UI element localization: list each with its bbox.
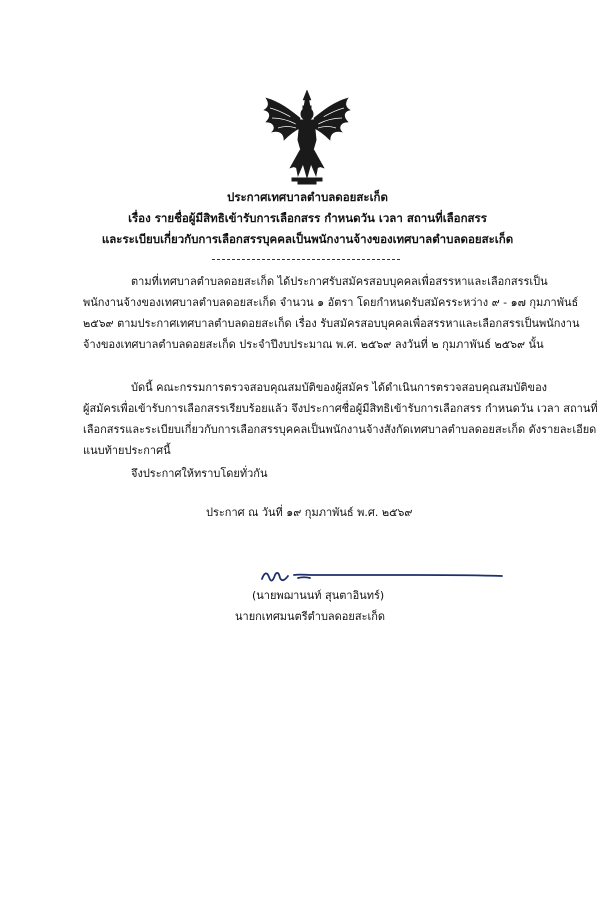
document-title: ประกาศเทศบาลตำบลดอยสะเก็ด bbox=[227, 190, 388, 204]
closing-statement: จึงประกาศให้ทราบโดยทั่วกัน bbox=[131, 467, 268, 480]
garuda-emblem-icon bbox=[262, 88, 352, 186]
paragraph-background bbox=[83, 271, 580, 355]
signer-position: นายกเทศมนตรีตำบลดอยสะเก็ด bbox=[235, 610, 386, 623]
paragraph-announcement bbox=[83, 377, 598, 461]
title-divider bbox=[212, 259, 400, 260]
paragraph-line: เลือกสรรและระเบียบเกี่ยวกับการเลือกสรรบุคคลเป็นพนักงานจ้างสังกัดเทศบาลตำบลดอยสะเก็ด ดังรายละเอียด bbox=[83, 423, 597, 436]
paragraph-line: พนักงานจ้างของเทศบาลตำบลดอยสะเก็ด จำนวน ๑ อัตรา โดยกำหนดรับสมัครระหว่าง ๙ - ๑๗ กุมภาพันธ์ bbox=[83, 296, 579, 309]
paragraph-line: ๒๕๖๙ ตามประกาศเทศบาลตำบลดอยสะเก็ด เรื่อง รับสมัครสอบบุคคลเพื่อสรรหาและเลือกสรรเป็นพนักงาน bbox=[83, 317, 580, 330]
paragraph-line: บัดนี้ คณะกรรมการตรวจสอบคุณสมบัติของผู้สมัคร ได้ดำเนินการตรวจสอบคุณสมบัติของ bbox=[131, 381, 548, 394]
announcement-date: ประกาศ ณ วันที่ ๑๙ กุมภาพันธ์ พ.ศ. ๒๕๖๙ bbox=[206, 506, 413, 519]
paragraph-line: แนบท้ายประกาศนี้ bbox=[83, 444, 171, 457]
paragraph-line: ตามที่เทศบาลตำบลดอยสะเก็ด ได้ประกาศรับสมัครสอบบุคคลเพื่อสรรหาและเลือกสรรเป็น bbox=[131, 275, 548, 288]
paragraph-line: ผู้สมัครเพื่อเข้ารับการเลือกสรรเรียบร้อยแล้ว จึงประกาศชื่อผู้มีสิทธิเข้ารับการเลือกสรร กำหนดวัน เวลา สถานที่ bbox=[83, 402, 598, 415]
document-subject-continued: และระเบียบเกี่ยวกับการเลือกสรรบุคคลเป็นพนักงานจ้างของเทศบาลตำบลดอยสะเก็ด bbox=[101, 232, 514, 246]
signer-name: (นายพฌานนท์ สุนตาอินทร์) bbox=[252, 589, 385, 602]
document-subject: เรื่อง รายชื่อผู้มีสิทธิเข้ารับการเลือกสรร กำหนดวัน เวลา สถานที่เลือกสรร bbox=[128, 211, 487, 225]
paragraph-line: จ้างของเทศบาลตำบลดอยสะเก็ด ประจำปีงบประมาณ พ.ศ. ๒๕๖๙ ลงวันที่ ๒ กุมภาพันธ์ ๒๕๖๙ นั้น bbox=[83, 338, 544, 351]
